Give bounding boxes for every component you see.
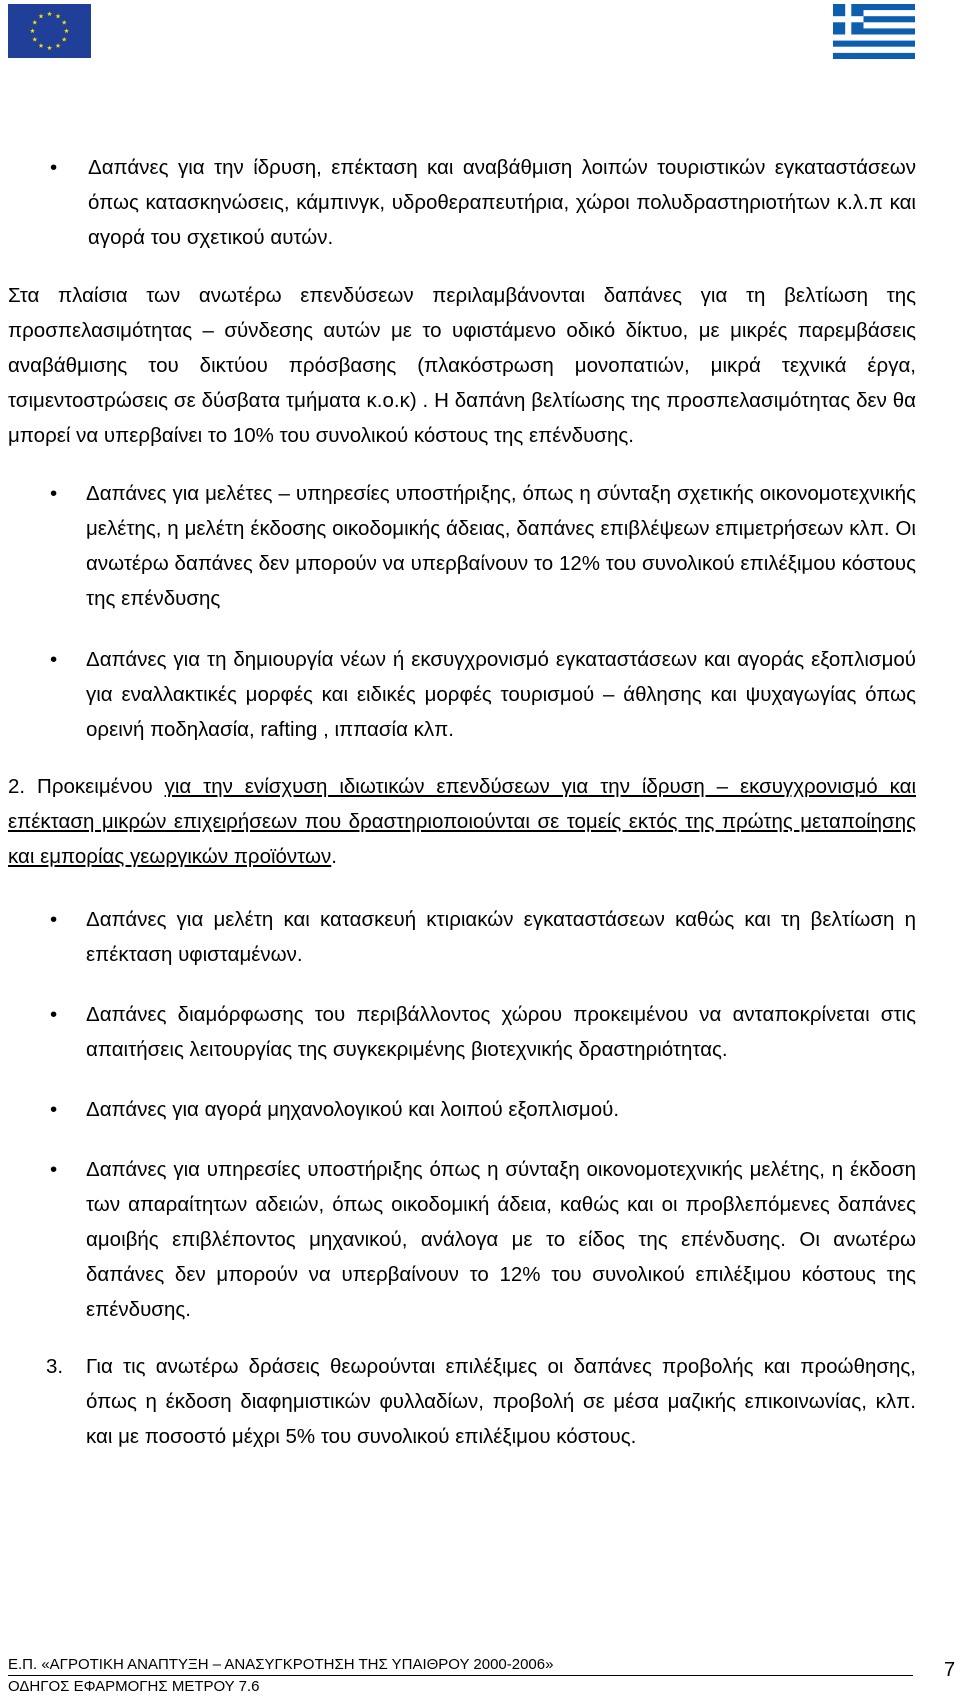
bullet-text: Δαπάνες για αγορά μηχανολογικού και λοιπού εξοπλισμού. — [86, 1098, 620, 1121]
footer-program-title: Ε.Π. «ΑΓΡΟΤΙΚΗ ΑΝΑΠΤΥΞΗ – ΑΝΑΣΥΓΚΡΟΤΗΣΗ ΤΗΣ ΥΠΑΙΘΡΟΥ 2000-2006» — [8, 1656, 554, 1673]
bullet-item — [8, 1152, 916, 1327]
bullet-text: Δαπάνες διαμόρφωσης του περιβάλλοντος χώρου προκειμένου να ανταποκρίνεται στις απαιτήσεις λειτουργίας της συγκεκριμένης βιοτεχνικής δραστηριότητας. — [86, 1003, 916, 1061]
section-lead: Προκειμένου — [37, 775, 153, 798]
section-number: 3. — [46, 1355, 64, 1378]
section-underlined-text: για την ενίσχυση ιδιωτικών επενδύσεων για την ίδρυση – εκσυγχρονισμό και επέκταση μικρών επιχειρήσεων που δραστηριοποιούνται σε τομείς εκτός της πρώτης μεταποίησης και εμπορίας γεωργικών προϊόντων — [8, 775, 917, 868]
page-number: 7 — [944, 1659, 956, 1681]
bullet-icon: • — [50, 156, 58, 179]
footer-guide-title: ΟΔΗΓΟΣ ΕΦΑΡΜΟΓΗΣ ΜΕΤΡΟΥ 7.6 — [8, 1678, 260, 1695]
section-3-item — [8, 1349, 916, 1454]
bullet-icon: • — [50, 1158, 58, 1181]
bullet-text: Δαπάνες για μελέτες – υπηρεσίες υποστήριξης, όπως η σύνταξη σχετικής οικονομοτεχνικής μελέτης, η μελέτη έκδοσης οικοδομικής άδειας, δαπάνες επιβλέψεων επιμετρήσεων κλπ. Οι ανωτέρω δαπάνες δεν μπορούν να υπερβαίνουν το 12% του συνολικού επιλέξιμου κόστους της επένδυσης — [86, 482, 916, 610]
bullet-item — [8, 902, 916, 972]
paragraph: Στα πλαίσια των ανωτέρω επενδύσεων περιλαμβάνονται δαπάνες για τη βελτίωση της προσπελασιμότητας – σύνδεσης αυτών με το υφιστάμενο οδικό δίκτυο, με μικρές παρεμβάσεις αναβάθμισης του δικτύου πρόσβασης (πλακόστρωση μονοπατιών, μικρά τεχνικά έργα, τσιμεντοστρώσεις σε δύσβατα τμήματα κ.ο.κ) . Η δαπάνη βελτίωσης της προσπελασιμότητας δεν θα μπορεί να υπερβαίνει το 10% του συνολικού κόστους της επένδυσης. — [8, 284, 916, 447]
bullet-icon: • — [50, 1003, 58, 1026]
bullet-text: Δαπάνες για μελέτη και κατασκευή κτιριακών εγκαταστάσεων καθώς και τη βελτίωση η επέκταση υφισταμένων. — [86, 908, 916, 966]
bullet-icon: • — [50, 1098, 58, 1121]
bullet-item — [8, 1092, 916, 1127]
document-body — [8, 150, 916, 1454]
bullet-text: Δαπάνες για την ίδρυση, επέκταση και αναβάθμιση λοιπών τουριστικών εγκαταστάσεων όπως κατασκηνώσεις, κάμπινγκ, υδροθεραπευτήρια, χώροι πολυδραστηριοτήτων κ.λ.π και αγορά του σχετικού αυτών. — [88, 156, 916, 249]
bullet-item — [8, 997, 916, 1067]
section-number: 2. — [8, 775, 26, 798]
footer-divider — [8, 1675, 913, 1676]
greek-flag-icon — [833, 4, 915, 59]
bullet-icon: • — [50, 648, 58, 671]
eu-flag-icon — [8, 4, 91, 58]
bullet-text: Δαπάνες για τη δημιουργία νέων ή εκσυγχρονισμό εγκαταστάσεων και αγοράς εξοπλισμού για εναλλακτικές μορφές και ειδικές μορφές τουρισμού – άθλησης και ψυχαγωγίας όπως ορεινή ποδηλασία, rafting , ιππασία κλπ. — [86, 648, 916, 741]
bullet-item — [8, 150, 916, 255]
bullet-text: Δαπάνες για υπηρεσίες υποστήριξης όπως η σύνταξη οικονομοτεχνικής μελέτης, η έκδοση των απαραίτητων αδειών, όπως οικοδομική άδεια, καθώς και οι προβλεπόμενες δαπάνες αμοιβής επιβλέποντος μηχανικού, ανάλογα με το είδος της επένδυσης. Οι ανωτέρω δαπάνες δεν μπορούν να υπερβαίνουν το 12% του συνολικού επιλέξιμου κόστους της επένδυσης. — [86, 1158, 916, 1321]
bullet-icon: • — [50, 482, 58, 505]
bullet-icon: • — [50, 908, 58, 931]
section-end: . — [331, 845, 337, 868]
bullet-item — [8, 642, 916, 747]
bullet-item — [8, 476, 916, 616]
section-text: Για τις ανωτέρω δράσεις θεωρούνται επιλέξιμες οι δαπάνες προβολής και προώθησης, όπως η έκδοση διαφημιστικών φυλλαδίων, προβολή σε μέσα μαζικής επικοινωνίας, κλπ. και με ποσοστό μέχρι 5% του συνολικού επιλέξιμου κόστους. — [86, 1355, 916, 1448]
section-2-paragraph — [8, 769, 916, 874]
